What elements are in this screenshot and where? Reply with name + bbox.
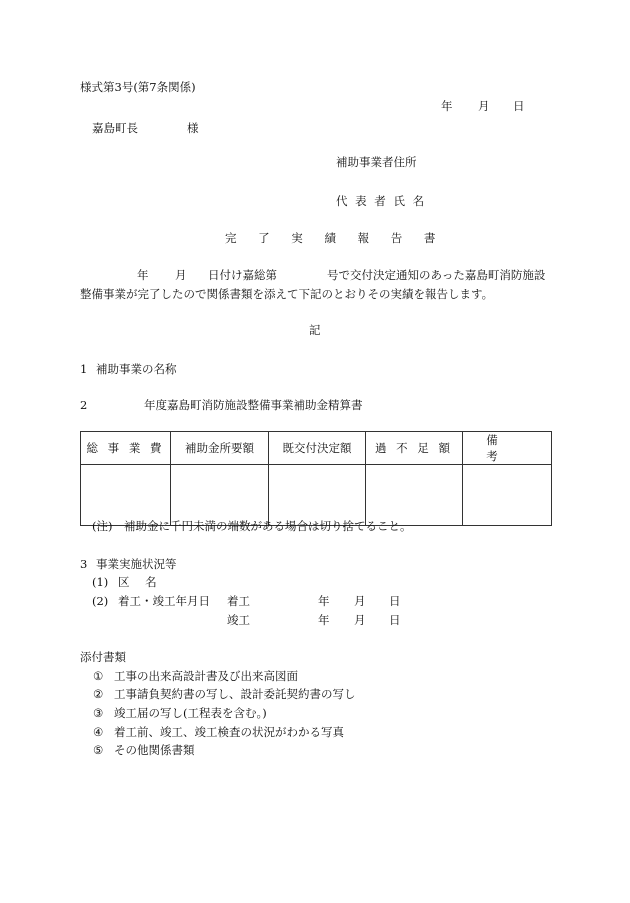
attachment-text: 竣工届の写し(工程表を含む。) bbox=[114, 706, 267, 720]
table-header-row bbox=[81, 432, 552, 465]
item1-number: 1 bbox=[80, 362, 88, 376]
sub2-number: (2) bbox=[92, 594, 109, 608]
end-day: 日 bbox=[389, 613, 401, 627]
attachment-number: ② bbox=[93, 687, 104, 701]
start-label: 着工 bbox=[227, 594, 250, 608]
addressee-honorific: 様 bbox=[187, 121, 199, 135]
date-month-label: 月 bbox=[478, 99, 490, 113]
sub2-label: 着工・竣工年月日 bbox=[118, 594, 210, 608]
applicant-address-label: 補助事業者住所 bbox=[336, 155, 417, 169]
item3-number: 3 bbox=[80, 557, 88, 571]
item3-label: 事業実施状況等 bbox=[96, 557, 177, 571]
cell-total-cost bbox=[81, 465, 171, 526]
item2-text: 年度嘉島町消防施設整備事業補助金精算書 bbox=[144, 398, 363, 412]
header-total-cost: 総 事 業 費 bbox=[81, 432, 171, 465]
body-year: 年 bbox=[137, 268, 149, 282]
header-remarks: 備 考 bbox=[463, 432, 552, 465]
attachment-text: 工事の出来高設計書及び出来高図面 bbox=[114, 669, 298, 683]
attachment-text: 着工前、竣工、竣工検査の状況がわかる写真 bbox=[114, 725, 344, 739]
attachment-text: その他関係書類 bbox=[114, 743, 195, 757]
settlement-table bbox=[80, 431, 552, 526]
representative-name-label: 代 表 者 氏 名 bbox=[336, 194, 427, 208]
attachment-number: ⑤ bbox=[93, 743, 104, 757]
attachment-number: ④ bbox=[93, 725, 104, 739]
sub1-label: 区 名 bbox=[118, 575, 163, 589]
document-title: 完 了 実 績 報 告 書 bbox=[225, 231, 445, 245]
ki-mark: 記 bbox=[309, 323, 321, 337]
item1-label: 補助事業の名称 bbox=[96, 362, 177, 376]
header-required-subsidy: 補助金所要額 bbox=[171, 432, 269, 465]
end-year: 年 bbox=[318, 613, 330, 627]
start-year: 年 bbox=[318, 594, 330, 608]
addressee-name: 嘉島町長 bbox=[92, 121, 138, 135]
table-row bbox=[81, 465, 552, 526]
table-note: (注) 補助金に千円未満の端数がある場合は切り捨てること。 bbox=[92, 519, 412, 533]
header-excess-shortage: 過 不 足 額 bbox=[366, 432, 463, 465]
body-line2: 整備事業が完了したので関係書類を添えて下記のとおりその実績を報告します。 bbox=[80, 287, 494, 301]
start-day: 日 bbox=[389, 594, 401, 608]
form-number: 様式第3号(第7条関係) bbox=[80, 80, 196, 94]
item2-number: 2 bbox=[80, 398, 88, 412]
body-month: 月 bbox=[175, 268, 187, 282]
sub1-number: (1) bbox=[92, 575, 109, 589]
cell-remarks bbox=[463, 465, 552, 526]
start-month: 月 bbox=[354, 594, 366, 608]
end-label: 竣工 bbox=[227, 613, 250, 627]
body-date-text: 日付け嘉総第 bbox=[208, 268, 277, 282]
attachments-title: 添付書類 bbox=[80, 650, 126, 664]
attachment-number: ① bbox=[93, 669, 104, 683]
attachment-text: 工事請負契約書の写し、設計委託契約書の写し bbox=[114, 687, 356, 701]
header-granted-amount: 既交付決定額 bbox=[269, 432, 366, 465]
date-year-label: 年 bbox=[441, 99, 453, 113]
attachment-number: ③ bbox=[93, 706, 104, 720]
cell-excess-shortage bbox=[366, 465, 463, 526]
cell-required-subsidy bbox=[171, 465, 269, 526]
end-month: 月 bbox=[354, 613, 366, 627]
date-day-label: 日 bbox=[513, 99, 525, 113]
body-line1-rest: 号で交付決定通知のあった嘉島町消防施設 bbox=[327, 268, 546, 282]
cell-granted-amount bbox=[269, 465, 366, 526]
